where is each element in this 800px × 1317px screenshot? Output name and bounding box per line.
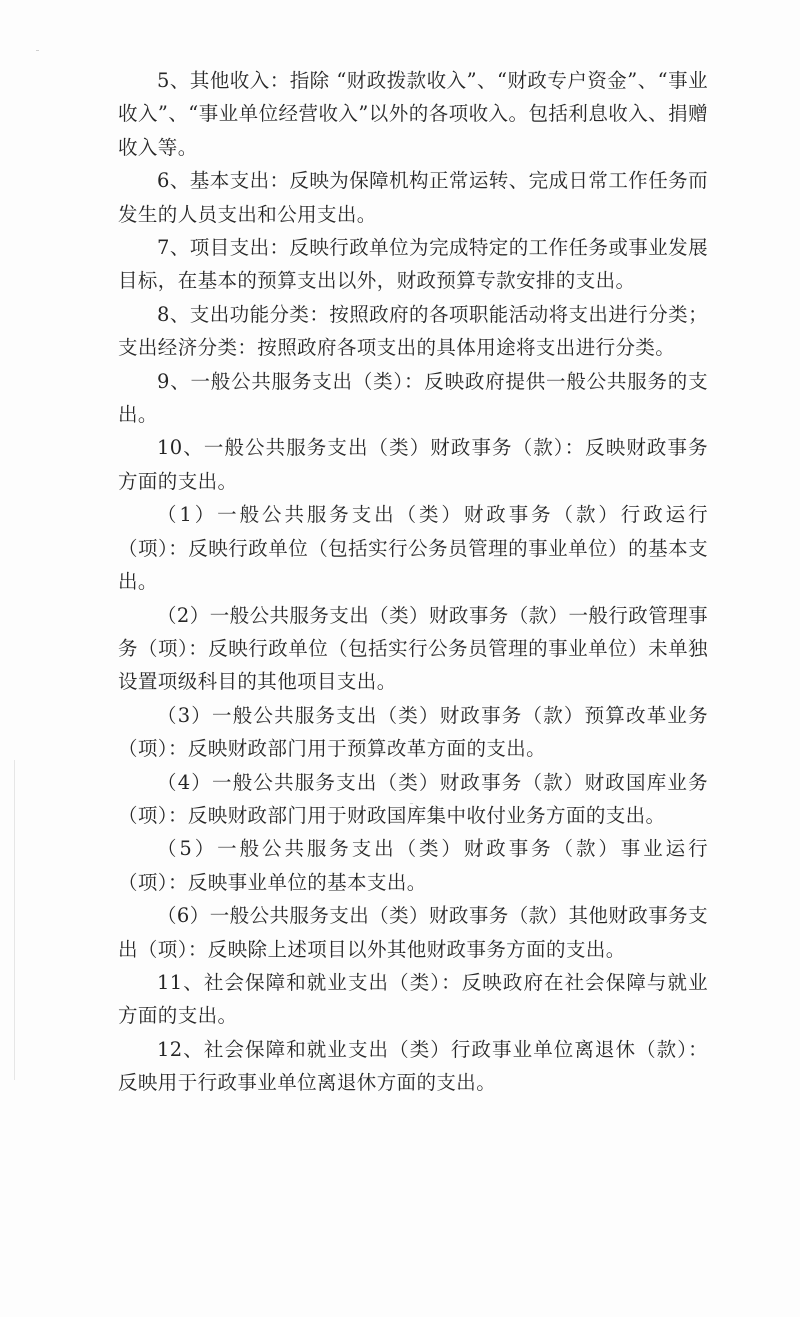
document-body: [118, 64, 708, 1100]
paragraph-retirement: 12、社会保障和就业支出（类）行政事业单位离退休（款）：反映用于行政事业单位离退休方面的支出。: [118, 1037, 708, 1095]
scan-speck: [36, 50, 39, 51]
paragraph-financial-affairs: 10、一般公共服务支出（类）财政事务（款）：反映财政事务方面的支出。: [118, 436, 708, 493]
paragraph-general-public-services: 9、一般公共服务支出（类）：反映政府提供一般公共服务的支出。: [118, 369, 708, 427]
paragraph-expenditure-classification: 8、支出功能分类：按照政府的各项职能活动将支出进行分类；支出经济分类：按照政府各项支出的具体用途将支出进行分类。: [118, 302, 708, 360]
paragraph-other-income: 5、其他收入：指除 “财政拨款收入”、“财政专户资金”、“事业收入”、“事业单位经营收入”以外的各项收入。包括利息收入、捐赠收入等。: [118, 69, 708, 159]
paragraph-administrative-operation: （1）一般公共服务支出（类）财政事务（款）行政运行（项）：反映行政单位（包括实行公务员管理的事业单位）的基本支出。: [118, 503, 708, 594]
scan-edge-line: [14, 760, 15, 1080]
paragraph-project-expenditure: 7、项目支出：反映行政单位为完成特定的工作任务或事业发展目标，在基本的预算支出以外，财政预算专款安排的支出。: [118, 236, 708, 293]
paragraph-treasury-business: （4）一般公共服务支出（类）财政事务（款）财政国库业务（项）：反映财政部门用于财政国库集中收付业务方面的支出。: [118, 770, 708, 827]
paragraph-social-security: 11、社会保障和就业支出（类）：反映政府在社会保障与就业方面的支出。: [118, 970, 708, 1028]
paragraph-general-administrative-affairs: （2）一般公共服务支出（类）财政事务（款）一般行政管理事务（项）：反映行政单位（包括实行公务员管理的事业单位）未单独设置项级科目的其他项目支出。: [118, 603, 708, 694]
paragraph-institution-operation: （5）一般公共服务支出（类）财政事务（款）事业运行（项）：反映事业单位的基本支出。: [118, 837, 708, 894]
paragraph-basic-expenditure: 6、基本支出：反映为保障机构正常运转、完成日常工作任务而发生的人员支出和公用支出。: [118, 169, 708, 226]
paragraph-budget-reform: （3）一般公共服务支出（类）财政事务（款）预算改革业务（项）：反映财政部门用于预算改革方面的支出。: [118, 703, 708, 761]
paragraph-other-financial-affairs: （6）一般公共服务支出（类）财政事务（款）其他财政事务支出（项）：反映除上述项目以外其他财政事务方面的支出。: [118, 904, 708, 961]
